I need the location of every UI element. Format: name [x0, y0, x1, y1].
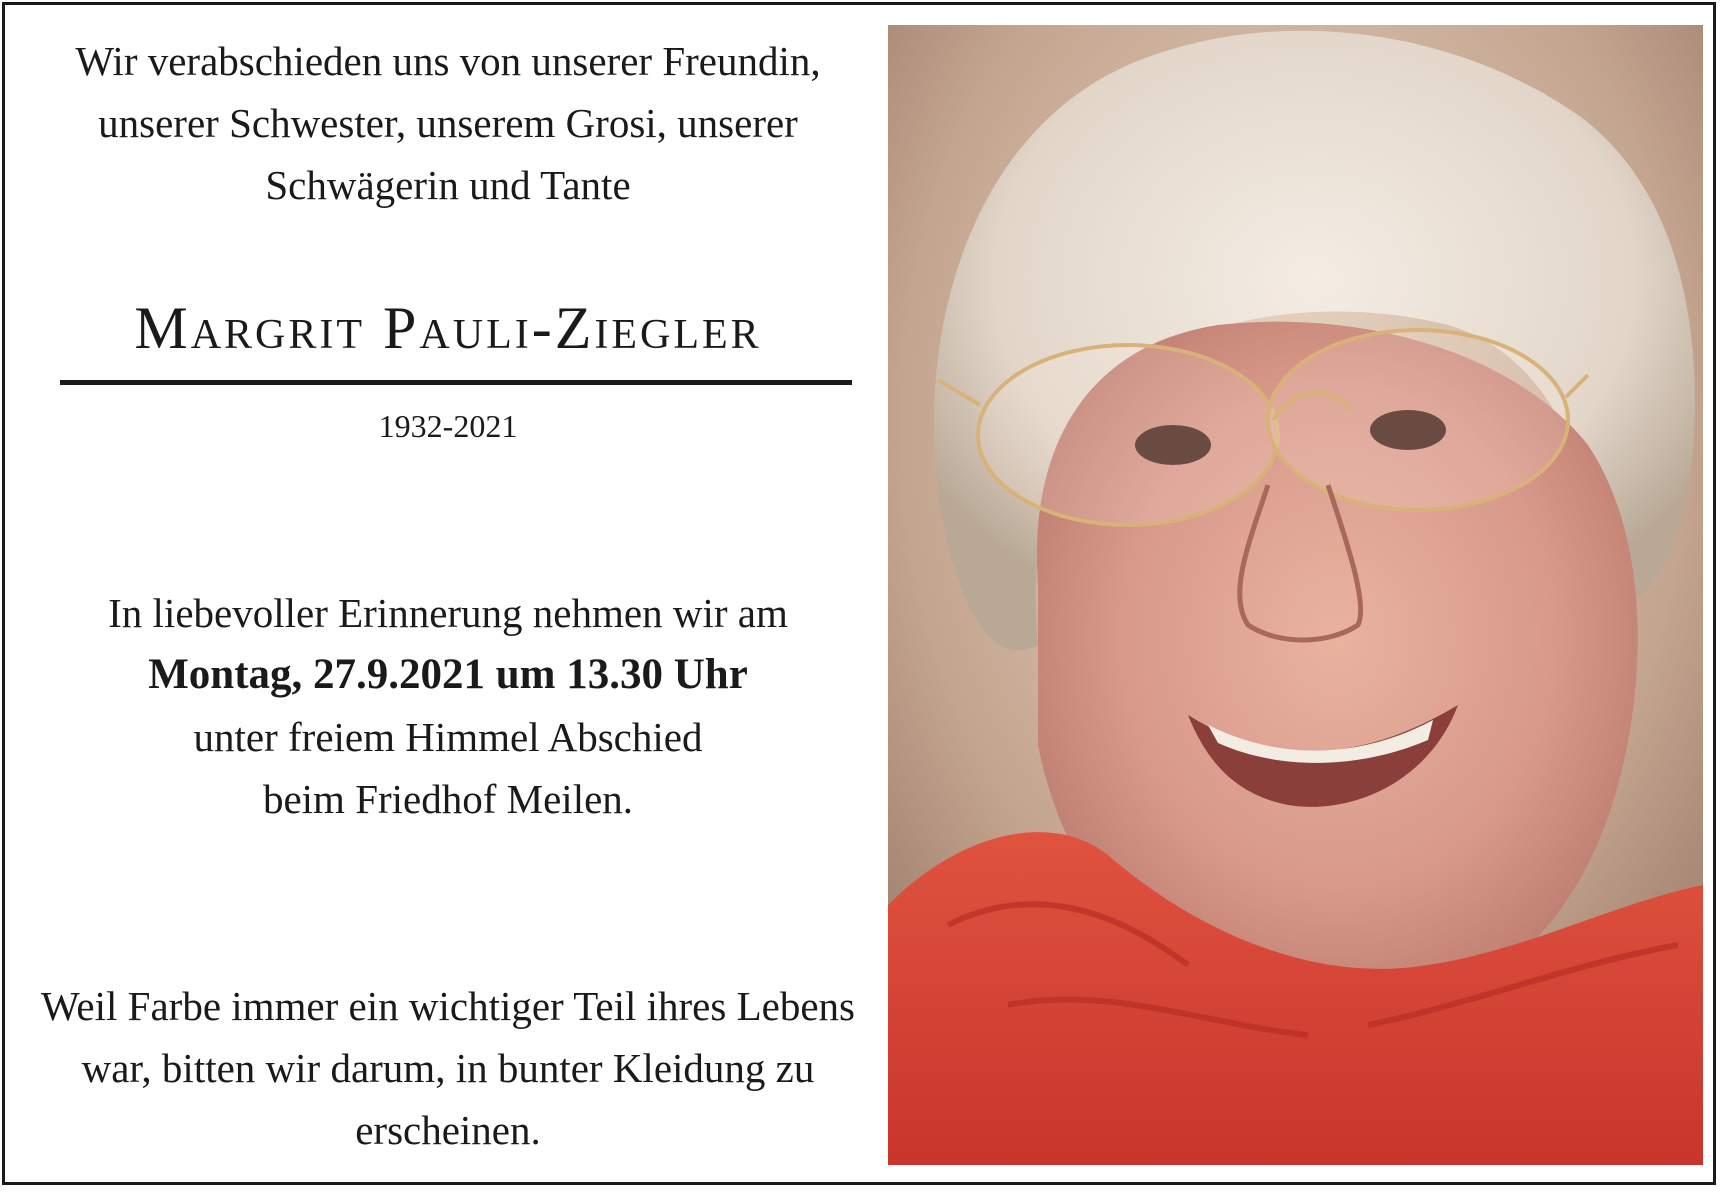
portrait-photo — [888, 25, 1703, 1165]
obituary-text-column — [8, 0, 888, 1189]
request-line: war, bitten wir darum, in bunter Kleidung zu — [81, 1045, 815, 1091]
deceased-name: Margrit Pauli-Ziegler — [134, 295, 762, 361]
ceremony-location: beim Friedhof Meilen. — [262, 776, 634, 822]
intro-text — [8, 30, 888, 216]
ceremony-datetime: Montag, 27.9.2021 um 13.30 Uhr — [148, 651, 748, 698]
request-line: erscheinen. — [355, 1107, 541, 1153]
ceremony-details — [8, 582, 888, 830]
ceremony-line: unter freiem Himmel Abschied — [193, 714, 703, 760]
dress-code-request — [8, 975, 888, 1161]
life-years: 1932-2021 — [378, 408, 518, 444]
intro-line: Wir verabschieden uns von unserer Freundin, — [75, 38, 821, 84]
left-eye — [1135, 425, 1211, 465]
right-eye — [1370, 410, 1446, 450]
ceremony-intro-line: In liebevoller Erinnerung nehmen wir am — [108, 590, 788, 636]
glasses-left-lens — [978, 345, 1278, 525]
intro-line: unserer Schwester, unserem Grosi, unserer — [98, 100, 798, 146]
portrait-illustration — [888, 25, 1703, 1165]
request-line: Weil Farbe immer ein wichtiger Teil ihres Lebens — [41, 983, 855, 1029]
intro-line: Schwägerin und Tante — [265, 162, 631, 208]
name-underline-divider — [60, 380, 852, 385]
